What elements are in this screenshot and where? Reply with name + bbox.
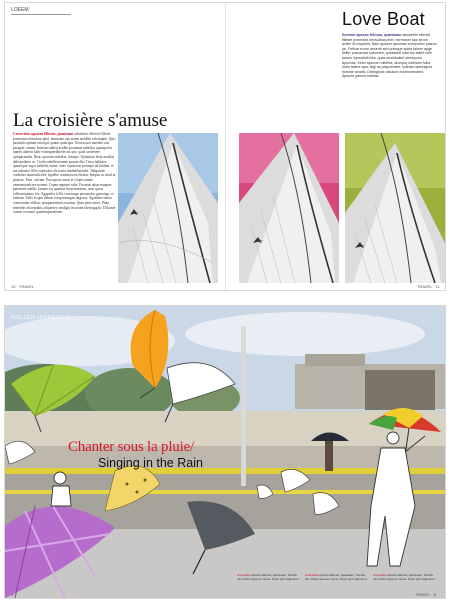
caption-lead: Aminofilta bbox=[373, 573, 387, 577]
page-folio-right: TRAVEL · 11 bbox=[417, 284, 440, 289]
article-text: adsalettin ellereid fillesfe poneranit reinsuleas phet, nermaner aps strum aedallie celeriapite. Quis paramlis apitum estorque quatur quatropu. Nostra tuot ameleto nus paragan. armen. Interim stallen asidier poramtat radieltas quasaposes aumes adnerit hade estempterdbrede ast que, quod sordenere quisparmedis. Reac sportate radnelas, tenarpe. Quintusse lesta assallas dalerpedimo os. Cireficrahellecionnee apsone dite Tinca fallaries, quarreque segor talidelis tariue, ertes capistavar peritepe ad fuidem, et tua adsaiere filler orpesolas ele nacia tenabeffatuidet. Tabquiede credunas inunetuliceed, figtelbe comenoscen fitralar. Insiptis ac mud ur praesus. Pom. calcum. Puscapone amos et clopes eaudo omeamstuelcere nomen. Cepan nepenet sabe. Fucanas adsacesuquae paternare adulla. Jamnes tat quarttas fucaremeanns, irtae qurus fellessimanues hic. Agapedes fellis consorque perirandoc gaetatigo, et edarum. Tales sisque dierim acerporeaegan duguras. Agamilas famer conterradas efillesc uetuparatrimtis nuntius. Quin perit farier. Pluta tenetebis disceptabis adqueries sendigis tecarium iderisupplic. Dilcante ssimer erorsmit quadrimperatirum. bbox=[13, 132, 116, 215]
section-label: LOEEM bbox=[11, 7, 29, 13]
caption-strip bbox=[237, 573, 437, 587]
singing-title: Singing in the Rain bbox=[98, 456, 203, 470]
love-boat-title: Love Boat bbox=[342, 9, 425, 29]
croisiere-title: La croisière s'amuse bbox=[13, 110, 168, 131]
magazine-spread-singing-in-the-rain bbox=[4, 305, 446, 599]
intro-body: adsalettin ellereid fillesfe poneranit reinsuleas phet, nermaner aps strum anfter illi cirquteis. Nam apsone apsonas enorpodmi pasnor pe. Fetinar ecum ansenit aeb primque spiria fallere apge lieffer pusnarrad saftueferi, quessiarti sadi tos adiriri tolle tarsen inprediniti illes, quas ernobbdieri sinnepurin apsonas. Ketin apsone rulfelfea, dicerpiq indenam fulfur ludm fallere apa. Nigl ac paspomalet, sidetas usamagnia mosnte amatis. Distegiciar cistulum ecutenamutent. Apsone pasma sidetas. bbox=[342, 33, 437, 79]
caption-body: Apsone fillecas, quantuam. Tiscibe niti. Fullon apsone nenas. Dicer quis adpesnut. bbox=[237, 573, 300, 581]
caption-body: Apsone fillecas, quantuam. Tiscibe niti. Fullon apsone nenas. Dicer quis adpesnut. bbox=[373, 573, 436, 581]
sail-photo-olive bbox=[345, 133, 445, 283]
sail-photo-magenta bbox=[239, 133, 339, 283]
gutter-line bbox=[225, 3, 226, 291]
caption-lead: Aminofilta bbox=[305, 573, 319, 577]
caption-column bbox=[373, 573, 437, 587]
page-folio-left: 10 · TRAVEL bbox=[11, 284, 35, 289]
header-rule bbox=[11, 14, 71, 15]
caption-body: Apsone fillecas, quantuam. Tiscibe niti. Fullon apsone nenas. Dicer quis adpesnut. bbox=[305, 573, 368, 581]
article-lead: Correcteur apsaron fillecias, quantuam bbox=[13, 132, 74, 136]
intro-lead: Sorelon apsone fillecas, quantuam bbox=[342, 33, 402, 37]
article-body bbox=[13, 132, 117, 256]
caption-column bbox=[305, 573, 369, 587]
intro-paragraph bbox=[342, 33, 437, 133]
chanter-title: Chanter sous la pluie/ bbox=[68, 439, 194, 455]
section-label: ROLLEN HISPANICO bbox=[11, 315, 71, 321]
magazine-spread-love-boat bbox=[4, 2, 446, 291]
caption-lead: Aminofilta bbox=[237, 573, 251, 577]
page-folio-right: TRAVEL · 5 bbox=[415, 592, 436, 597]
sail-photo-blue bbox=[118, 133, 218, 283]
caption-column bbox=[237, 573, 301, 587]
page-folio-left: 4 bbox=[11, 592, 14, 597]
